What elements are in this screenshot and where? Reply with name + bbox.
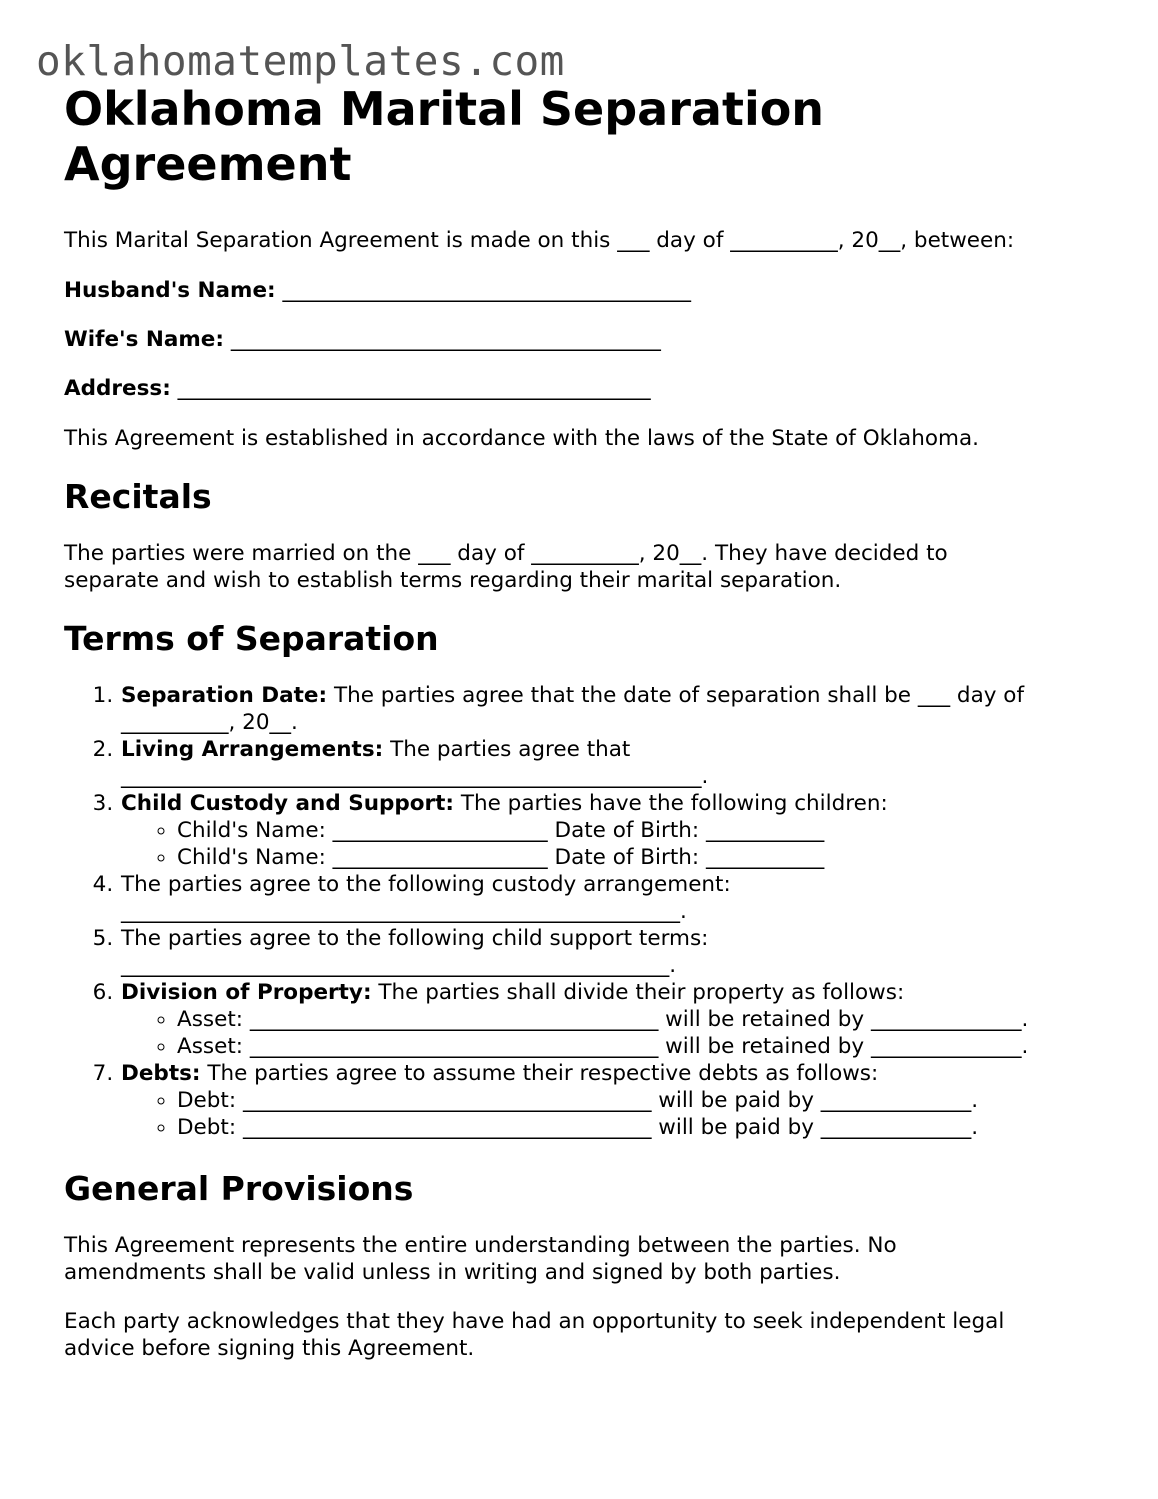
asset-entry: ◦ Asset: ______________________________________ will be retained by ______________.: [177, 1033, 1104, 1060]
child-entry: ◦ Child's Name: ____________________ Date of Birth: ___________: [177, 844, 1104, 871]
wife-name-label: Wife's Name:: [64, 327, 224, 352]
term-living-arrangements-label: Living Arrangements:: [121, 737, 384, 762]
term-debts-text: The parties agree to assume their respective debts as follows:: [200, 1061, 879, 1086]
intro-made-on: This Marital Separation Agreement is made on this ___ day of __________, 20__, between:: [64, 228, 1015, 253]
assets-list: [121, 1006, 1104, 1060]
term-separation-date: [120, 682, 1104, 736]
term-child-custody: [120, 790, 1104, 871]
term-custody-arrangement: 4. The parties agree to the following custody arrangement: ____________________________________________________.: [120, 871, 1104, 925]
husband-name-blank[interactable]: ______________________________________: [275, 278, 691, 303]
document-body: [64, 82, 1104, 1362]
term-living-arrangements-text: The parties agree that ______________________________________________________.: [121, 737, 709, 789]
child-entry: ◦ Child's Name: ____________________ Date of Birth: ___________: [177, 817, 1104, 844]
husband-name-line: [64, 277, 1104, 304]
debts-list: [121, 1087, 1104, 1141]
debt-entry: ◦ Debt: ______________________________________ will be paid by ______________.: [177, 1114, 1104, 1141]
term-child-custody-label: Child Custody and Support:: [121, 791, 455, 816]
address-line: [64, 375, 1104, 402]
general-provisions-para-2: Each party acknowledges that they have had an opportunity to seek independent legal advice before signing this Agreement.: [64, 1309, 1005, 1361]
terms-heading: Terms of Separation: [64, 619, 439, 658]
asset-entry: ◦ Asset: ______________________________________ will be retained by ______________.: [177, 1006, 1104, 1033]
term-division-of-property: [120, 979, 1104, 1060]
term-debts-label: Debts:: [121, 1061, 201, 1086]
recitals-heading: Recitals: [64, 477, 212, 516]
term-living-arrangements: [120, 736, 1104, 790]
term-debts: [120, 1060, 1104, 1141]
terms-list: [64, 682, 1104, 1141]
term-child-custody-text: The parties have the following children:: [454, 791, 888, 816]
term-separation-date-label: Separation Date:: [121, 683, 328, 708]
governing-law-statement: This Agreement is established in accordance with the laws of the State of Oklahoma.: [64, 426, 979, 451]
wife-name-blank[interactable]: ________________________________________: [223, 327, 661, 352]
recitals-text: The parties were married on the ___ day of __________, 20__. They have decided to separate and wish to establish terms regarding their marital separation.: [64, 541, 948, 593]
term-separation-date-text: The parties agree that the date of separation shall be ___ day of __________, 20__.: [121, 683, 1025, 735]
wife-name-line: [64, 326, 1104, 353]
term-division-of-property-label: Division of Property:: [121, 980, 372, 1005]
term-division-of-property-text: The parties shall divide their property as follows:: [371, 980, 905, 1005]
watermark: oklahomatemplates.com: [36, 37, 565, 85]
address-blank[interactable]: ____________________________________________: [170, 376, 651, 401]
address-label: Address:: [64, 376, 171, 401]
term-child-support: 5. The parties agree to the following child support terms: ___________________________________________________.: [120, 925, 1104, 979]
general-provisions-para-1: This Agreement represents the entire understanding between the parties. No amendments shall be valid unless in writing and signed by both parties.: [64, 1233, 897, 1285]
husband-name-label: Husband's Name:: [64, 278, 276, 303]
children-list: [121, 817, 1104, 871]
debt-entry: ◦ Debt: ______________________________________ will be paid by ______________.: [177, 1087, 1104, 1114]
document-title: Oklahoma Marital Separation Agreement: [64, 82, 825, 191]
general-provisions-heading: General Provisions: [64, 1169, 414, 1208]
